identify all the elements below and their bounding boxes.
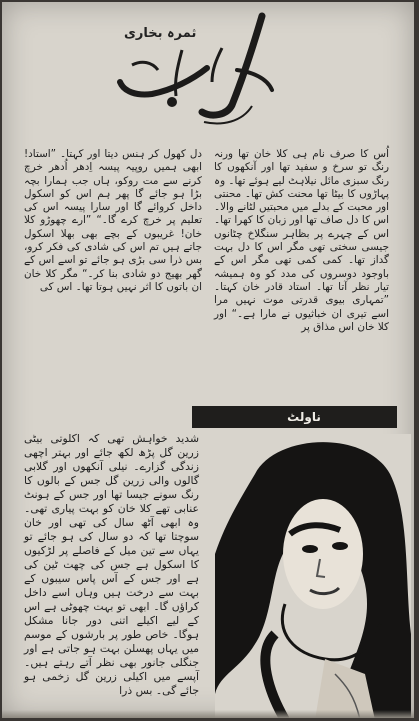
portrait-illustration — [215, 434, 411, 718]
paragraph: شدید خواہش تھی کہ اکلوتی بیٹی زرین گل پڑھ لکھ جائے اور بہتر اچھی زندگی گزارے۔ نیلی آنکھوں اور گلابی گالوں والی زرین گل جس کے بالوں کا رنگ سونے جیسا تھا اور جس کے ہونٹ عنابی تھے کلا خان کو بہت پیاری تھی۔ وہ ابھی آٹھ سال کی تھی اور خان سوچتا تھا کہ دو سال کی ہو جائے تو یہاں سے تین میل کے فاصلے پر لڑکیوں کا اسکول ہے جس کی چھت ٹین کی ہے اور جس کے آس پاس سیبوں کے بہت سے درخت ہیں وہاں اسے داخل کراؤں گا۔ ابھی تو بہت چھوٹی ہے اس کے لیے اکیلے اتنی دور جانا مشکل ہوگا۔ خاص طور پر بارشوں کے موسم میں یہاں پھسلن بہت ہو جاتی ہے اور جنگلی جانور بھی نظر آتے رہتے ہیں۔ آپسے میں اکیلی زرین گل زخمی ہو جائے گی۔ بس ذرا — [24, 432, 199, 697]
paragraph: دل کھول کر ہنس دیتا اور کہتا۔ ”استاد! ابھی ہمیں روپیہ پیسہ اِدھر اُدھر خرچ کرنے سے مت روکو، ہاں جب ہمارا بچہ بڑا ہو جائے گا پھر ہم اس کو اسکول داخل کروائے گا اور سارا پیسہ اس کی تعلیم پر خرچ کرے گا۔“ ”ارے چھوڑو کلا خان! غریبوں کے بچے بھی بھلا اسکول جاتے ہیں تم اس کی شادی کی فکر کرو، بس ذرا سی بڑی ہو جائے تو اسے اس کے گھر بھیج دو شادی بنا کر۔“ مگر کلا خان ان باتوں کا اثر نہیں ہوتا تھا۔ اس کی — [24, 148, 202, 293]
page-edge-shadow — [2, 710, 414, 718]
text-column-left — [24, 148, 202, 294]
magazine-page — [2, 2, 414, 718]
author-name: ثمرہ بخاری — [124, 26, 197, 41]
text-column-bottom — [24, 432, 199, 698]
section-label: ناولٹ — [287, 410, 321, 424]
text-column-right — [214, 148, 389, 334]
paragraph: اُس کا صرف نام ہی کلا خان تھا ورنہ رنگ تو سرخ و سفید تھا اور آنکھوں کا رنگ سبزی مائل نیلاہٹ لیے ہوئے تھا۔ وہ پہاڑوں کا بیٹا تھا محنت کش تھا۔ محنتی اور محبت کے بدلے میں محبتیں لٹانے والا۔ اس کا دل صاف تھا اور زبان کا کھرا تھا۔ اس کے چہرے پر بظاہر سنگلاخ چٹانوں جیسی سختی تھی مگر اس کا دل بہت گداز تھا۔ کمی کمی تھی مگر اس کے باوجود دوسروں کی مدد کو وہ ہمیشہ تیار نظر آتا تھا۔ استاد قادر خان کہتا۔ ”تمہاری بیوی قدرتی موت نہیں مرا اسے تیری ان خباثیوں نے مارا ہے۔“ اور کلا خان اس مذاق پر — [214, 148, 389, 333]
